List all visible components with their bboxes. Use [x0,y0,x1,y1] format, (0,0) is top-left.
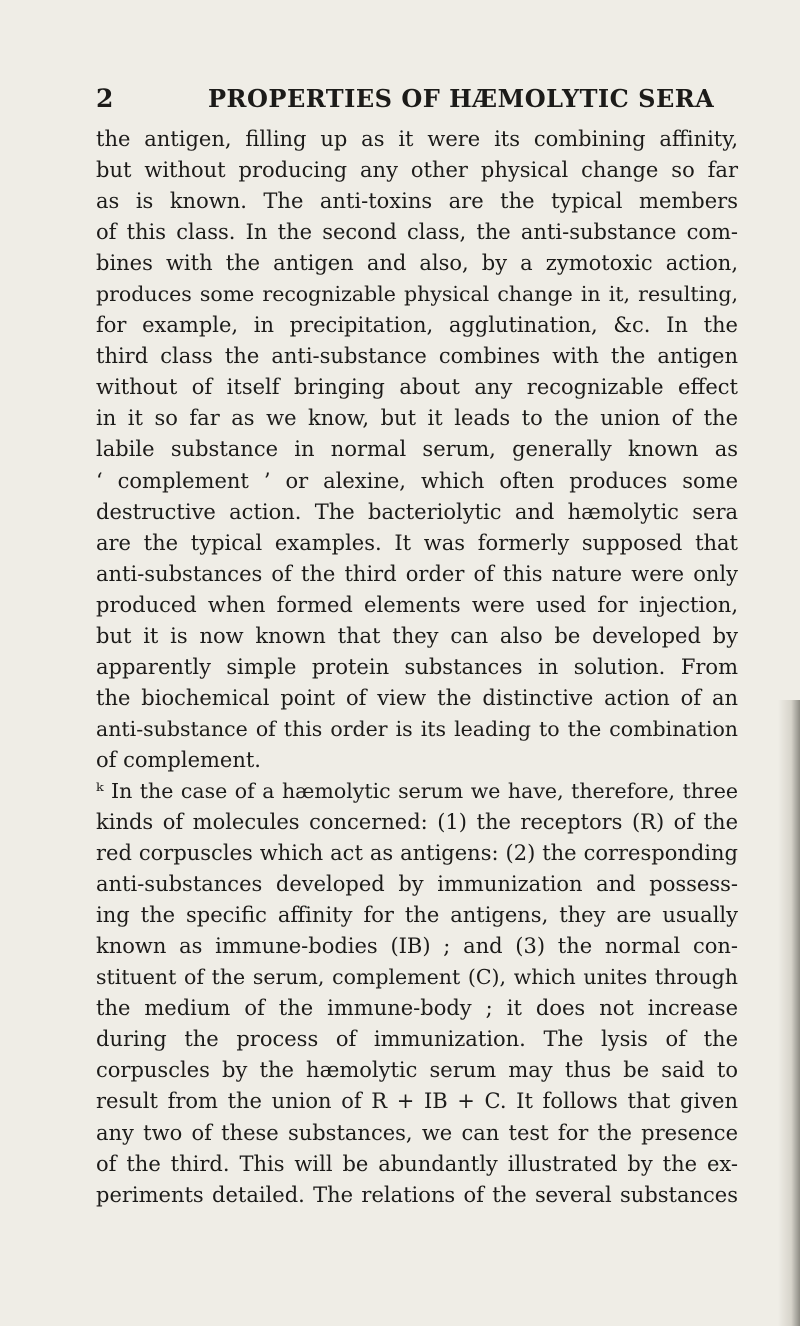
text-line: without of itself bringing about any recognizable effect [96,375,738,400]
text-line: of complement. [96,747,261,772]
text-line: labile substance in normal serum, generally known as [96,437,738,462]
text-line: but without producing any other physical change so far [96,158,738,183]
page-edge-shadow [778,700,800,1326]
text-line: destructive action. The bacteriolytic and hæmolytic sera [96,499,738,524]
text-line: anti-substances developed by immunization and possess- [96,872,738,897]
text-line: for example, in precipitation, agglutination, &c. In the [96,313,738,338]
text-line: apparently simple protein substances in solution. From [96,654,738,679]
text-line: of this class. In the second class, the anti-substance com- [96,220,738,245]
text-line: ‘ complement ’ or alexine, which often produces some [96,468,738,493]
running-head: PROPERTIES OF HÆMOLYTIC SERA [208,84,715,113]
text-line: any two of these substances, we can test for the presence [96,1120,738,1145]
text-line: the medium of the immune-body ; it does not increase [96,996,738,1021]
text-line: known as immune-bodies (IB) ; and (3) the normal con- [96,934,738,959]
text-line: the biochemical point of view the distinctive action of an [96,685,738,710]
text-line: periments detailed. The relations of the several substances [96,1182,738,1207]
text-line: of the third. This will be abundantly illustrated by the ex- [96,1151,738,1176]
text-line: third class the anti-substance combines with the antigen [96,344,738,369]
text-line: the antigen, filling up as it were its combining affinity, [96,127,738,151]
text-line: result from the union of R + IB + C. It follows that given [96,1089,738,1114]
page-header [96,84,736,118]
text-line: anti-substance of this order is its leading to the combination [96,716,738,741]
text-line: red corpuscles which act as antigens: (2) the corresponding [96,841,738,866]
text-line: but it is now known that they can also be developed by [96,623,738,648]
text-line: during the process of immunization. The lysis of the [96,1027,738,1052]
text-line: as is known. The anti-toxins are the typical members [96,189,738,214]
text-line: in it so far as we know, but it leads to the union of the [96,406,738,431]
text-line: stituent of the serum, complement (C), which unites through [96,965,738,990]
text-line: ᵏ In the case of a hæmolytic serum we have, therefore, three [96,778,738,803]
text-line: corpuscles by the hæmolytic serum may thus be said to [96,1058,738,1083]
text-line: ing the specific affinity for the antigens, they are usually [96,903,738,928]
text-line: anti-substances of the third order of this nature were only [96,561,738,586]
page-number: 2 [96,84,114,113]
text-line: are the typical examples. It was formerly supposed that [96,530,738,555]
text-line: produces some recognizable physical change in it, resulting, [96,282,738,307]
text-line: kinds of molecules concerned: (1) the receptors (R) of the [96,810,738,835]
body-text [96,124,738,1211]
text-line: produced when formed elements were used for injection, [96,592,738,617]
text-line: bines with the antigen and also, by a zymotoxic action, [96,251,738,276]
